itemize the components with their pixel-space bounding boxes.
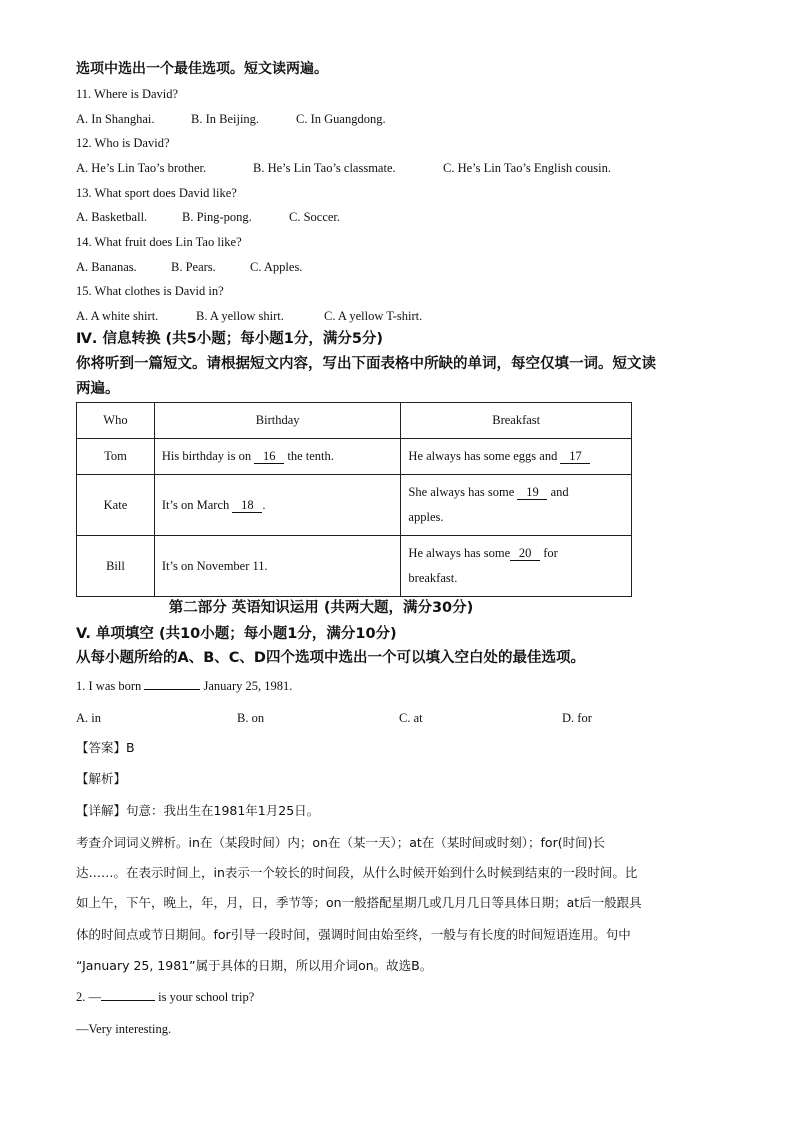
header-birthday: Birthday — [154, 403, 401, 439]
explanation-line: 考查介词词义辨析。in在（某段时间）内；on在（某一天）；at在（某时间或时刻）；for(时间)长 — [76, 835, 605, 850]
question-1-stem: 1. I was born January 25, 1981. — [76, 679, 293, 693]
option-a: A. In Shanghai. — [76, 112, 155, 126]
option-a: A. Bananas. — [76, 260, 137, 274]
option-c: C. at — [399, 711, 423, 725]
table-header-row — [77, 403, 632, 439]
option-a: A. in — [76, 711, 101, 725]
option-a: A. He’s Lin Tao’s brother. — [76, 161, 207, 175]
blank-16: 16 — [254, 449, 284, 464]
explanation-line: 体的时间点或节日期间。for引导一段时间，强调时间由始至终，一般与有长度的时间短语连用。句中 — [76, 927, 631, 942]
option-b: B. In Beijing. — [191, 112, 260, 126]
section-5-heading: V. 单项填空 (共10小题；每小题1分，满分10分) — [76, 626, 397, 642]
answer-label: 【答案】B — [76, 740, 135, 755]
header-breakfast: Breakfast — [401, 403, 632, 439]
cell-who: Bill — [77, 536, 155, 597]
explanation-line: “January 25, 1981”属于具体的日期，所以用介词on。故选B。 — [76, 958, 433, 973]
explanation-line: 如上午，下午，晚上，年，月，日，季节等；on一般搭配星期几或几月几日等具体日期；at后一般跟具 — [76, 895, 642, 910]
question-11: 11. Where is David? — [76, 87, 179, 101]
question-15: 15. What clothes is David in? — [76, 284, 224, 298]
blank-17: 17 — [560, 449, 590, 464]
option-a: A. A white shirt. — [76, 309, 159, 323]
cell-who: Tom — [77, 439, 155, 475]
question-2-stem: 2. — is your school trip? — [76, 990, 255, 1004]
question-13: 13. What sport does David like? — [76, 186, 237, 200]
header-who: Who — [77, 403, 155, 439]
explanation-line: 达……。在表示时间上，in表示一个较长的时间段，从什么时候开始到什么时候到结束的一段时间。比 — [76, 865, 638, 880]
info-table — [76, 402, 632, 597]
part-2-heading: 第二部分 英语知识运用 (共两大题，满分30分) — [168, 600, 474, 616]
detail-line: 【详解】句意：我出生在1981年1月25日。 — [76, 803, 320, 818]
option-c: C. Apples. — [250, 260, 303, 274]
question-2-reply: —Very interesting. — [76, 1022, 172, 1036]
cell-breakfast: He always has some 20 for breakfast. — [401, 536, 632, 597]
question-12: 12. Who is David? — [76, 136, 170, 150]
option-c: C. In Guangdong. — [296, 112, 386, 126]
section-5-instruction: 从每小题所给的A、B、C、D四个选项中选出一个可以填入空白处的最佳选项。 — [76, 650, 585, 666]
table-row — [77, 439, 632, 475]
option-a: A. Basketball. — [76, 210, 148, 224]
option-c: C. A yellow T-shirt. — [324, 309, 423, 323]
section-4-instruction: 你将听到一篇短文。请根据短文内容，写出下面表格中所缺的单词，每空仅填一词。短文读 — [76, 356, 656, 372]
option-d: D. for — [562, 711, 592, 725]
option-b: B. on — [237, 711, 265, 725]
option-c: C. Soccer. — [289, 210, 341, 224]
option-b: B. Pears. — [171, 260, 216, 274]
option-b: B. A yellow shirt. — [196, 309, 284, 323]
section-4-heading: Ⅳ. 信息转换 (共5小题；每小题1分，满分5分) — [76, 331, 384, 347]
cell-birthday: It’s on November 11. — [154, 536, 401, 597]
cell-birthday: It’s on March 18 . — [154, 475, 401, 536]
option-b: B. He’s Lin Tao’s classmate. — [253, 161, 396, 175]
analysis-label: 【解析】 — [76, 771, 127, 786]
blank-18: 18 — [232, 498, 262, 513]
table-row — [77, 475, 632, 536]
option-c: C. He’s Lin Tao’s English cousin. — [443, 161, 611, 175]
answer-blank — [144, 689, 200, 690]
answer-blank — [101, 1000, 155, 1001]
section-4-instruction-cont: 两遍。 — [76, 381, 120, 397]
question-14: 14. What fruit does Lin Tao like? — [76, 235, 242, 249]
blank-20: 20 — [510, 546, 540, 561]
cell-breakfast: She always has some 19 and apples. — [401, 475, 632, 536]
option-b: B. Ping-pong. — [182, 210, 252, 224]
cell-who: Kate — [77, 475, 155, 536]
cell-birthday: His birthday is on 16 the tenth. — [154, 439, 401, 475]
cell-breakfast: He always has some eggs and 17 — [401, 439, 632, 475]
intro-line: 选项中选出一个最佳选项。短文读两遍。 — [76, 61, 328, 77]
table-row — [77, 536, 632, 597]
blank-19: 19 — [517, 485, 547, 500]
